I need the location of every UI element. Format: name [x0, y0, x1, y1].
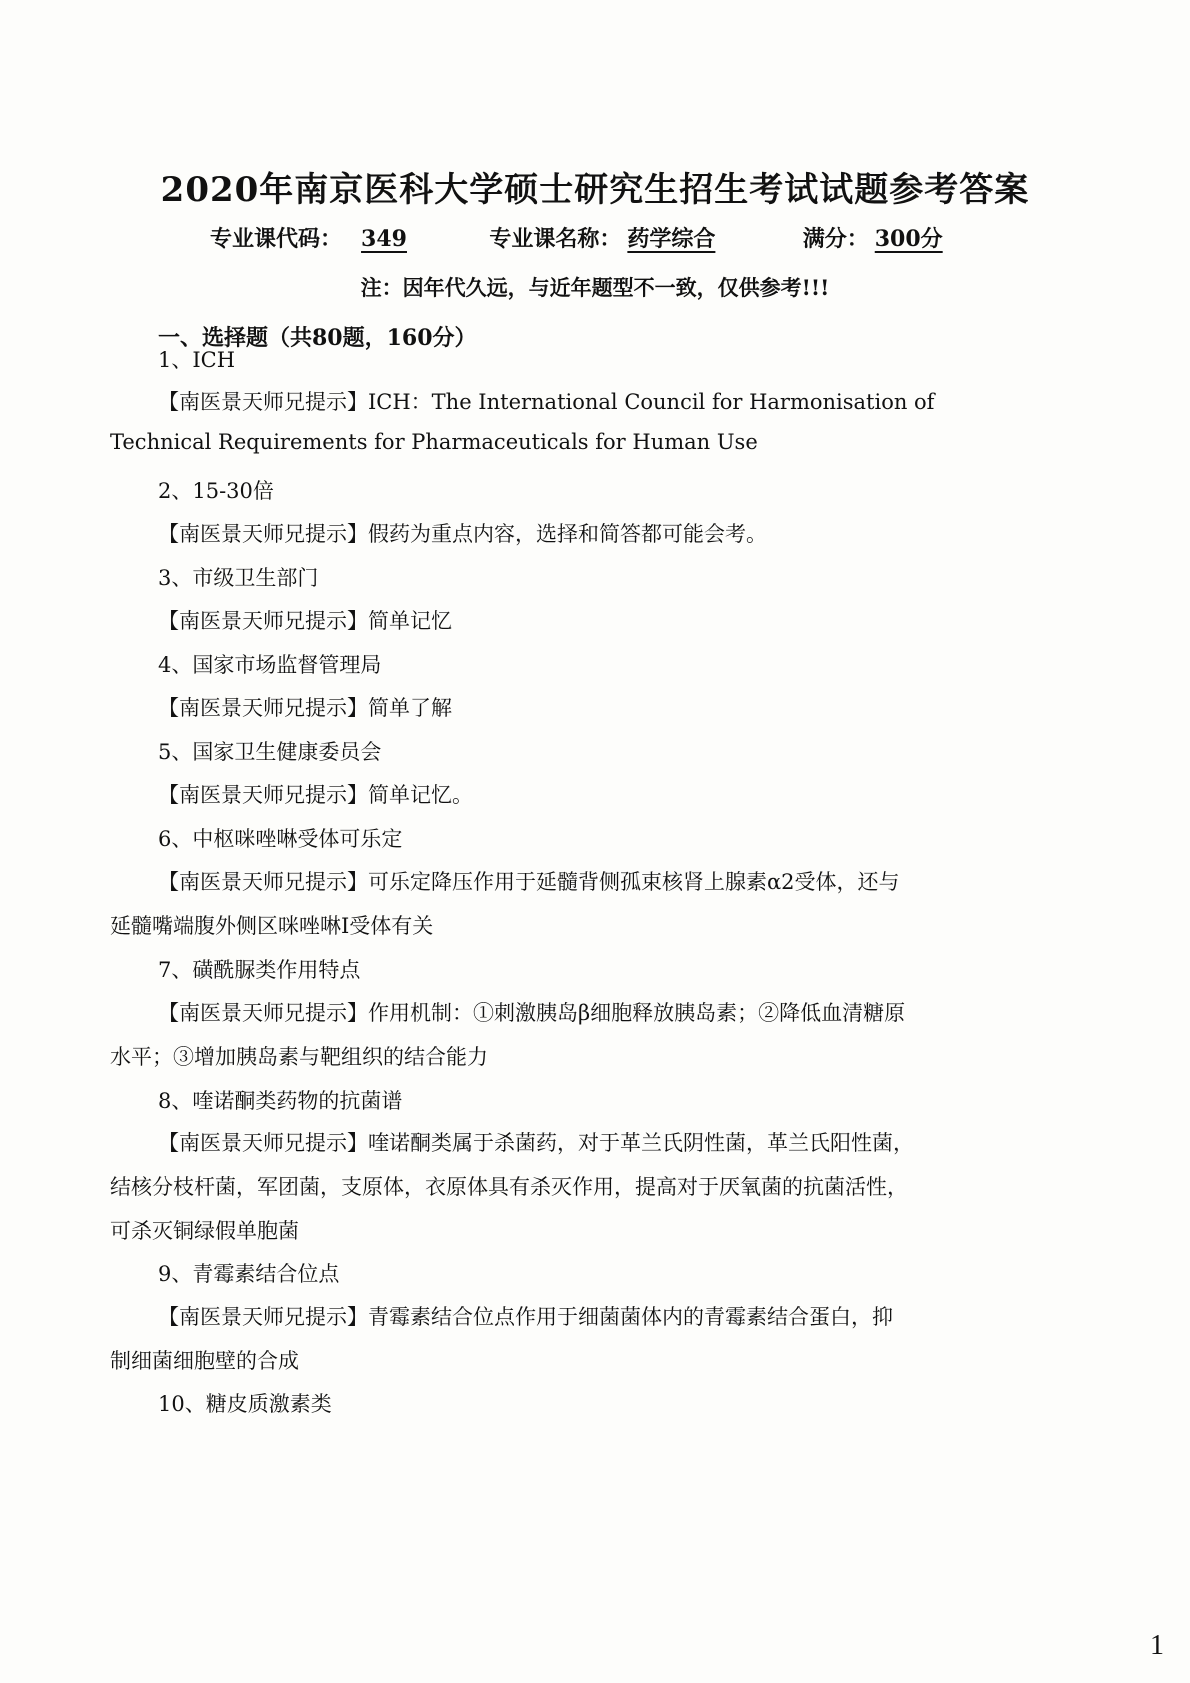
section-title: 一、选择题（共80题，160分） — [158, 325, 477, 351]
hint-text: 【南医景天师兄提示】青霉素结合位点作用于细菌菌体内的青霉素结合蛋白，抑 — [158, 1305, 893, 1329]
question-item: 2、15-30倍 — [158, 479, 274, 503]
course-code-label: 专业课代码： — [210, 226, 343, 252]
hint-text: 【南医景天师兄提示】ICH：The International Council for Harmonisation of — [158, 390, 935, 414]
hint-continuation: 结核分枝杆菌，军团菌，支原体，衣原体具有杀灭作用，提高对于厌氧菌的抗菌活性， — [110, 1175, 908, 1199]
full-score-value: 300分 — [874, 226, 943, 252]
page-number: 1 — [1150, 1630, 1164, 1661]
exam-meta — [210, 222, 943, 253]
question-item: 4、国家市场监督管理局 — [158, 653, 382, 677]
hint-text: 【南医景天师兄提示】作用机制：①刺激胰岛β细胞释放胰岛素；②降低血清糖原 — [158, 1001, 906, 1025]
hint-text: 【南医景天师兄提示】简单记忆。 — [158, 783, 473, 807]
course-name-value: 药学综合 — [627, 226, 716, 252]
hint-text: 【南医景天师兄提示】简单了解 — [158, 696, 452, 720]
question-item: 5、国家卫生健康委员会 — [158, 740, 382, 764]
hint-continuation: 可杀灭铜绿假单胞菌 — [110, 1219, 299, 1243]
document-title: 2020年南京医科大学硕士研究生招生考试试题参考答案 — [160, 170, 1030, 210]
question-item: 7、磺酰脲类作用特点 — [158, 958, 361, 982]
hint-text: 【南医景天师兄提示】可乐定降压作用于延髓背侧孤束核肾上腺素α2受体，还与 — [158, 870, 900, 894]
question-item: 1、ICH — [158, 348, 236, 372]
course-name-label: 专业课名称： — [489, 226, 622, 252]
hint-text: 【南医景天师兄提示】喹诺酮类属于杀菌药，对于革兰氏阴性菌，革兰氏阳性菌， — [158, 1131, 914, 1155]
question-item: 8、喹诺酮类药物的抗菌谱 — [158, 1089, 403, 1113]
question-item: 3、市级卫生部门 — [158, 566, 319, 590]
full-score-label: 满分： — [802, 226, 869, 252]
hint-continuation: 制细菌细胞壁的合成 — [110, 1349, 299, 1373]
question-item: 6、中枢咪唑啉受体可乐定 — [158, 827, 403, 851]
question-item: 9、青霉素结合位点 — [158, 1262, 340, 1286]
hint-continuation: Technical Requirements for Pharmaceuticals for Human Use — [110, 430, 758, 454]
hint-text: 【南医景天师兄提示】假药为重点内容，选择和简答都可能会考。 — [158, 522, 767, 546]
hint-continuation: 水平；③增加胰岛素与靶组织的结合能力 — [110, 1045, 488, 1069]
hint-continuation: 延髓嘴端腹外侧区咪唑啉Ⅰ受体有关 — [110, 914, 434, 938]
hint-text: 【南医景天师兄提示】简单记忆 — [158, 609, 452, 633]
question-item: 10、糖皮质激素类 — [158, 1392, 332, 1416]
note: 注：因年代久远，与近年题型不一致，仅供参考!!! — [360, 275, 830, 300]
course-code-value: 349 — [361, 226, 407, 252]
